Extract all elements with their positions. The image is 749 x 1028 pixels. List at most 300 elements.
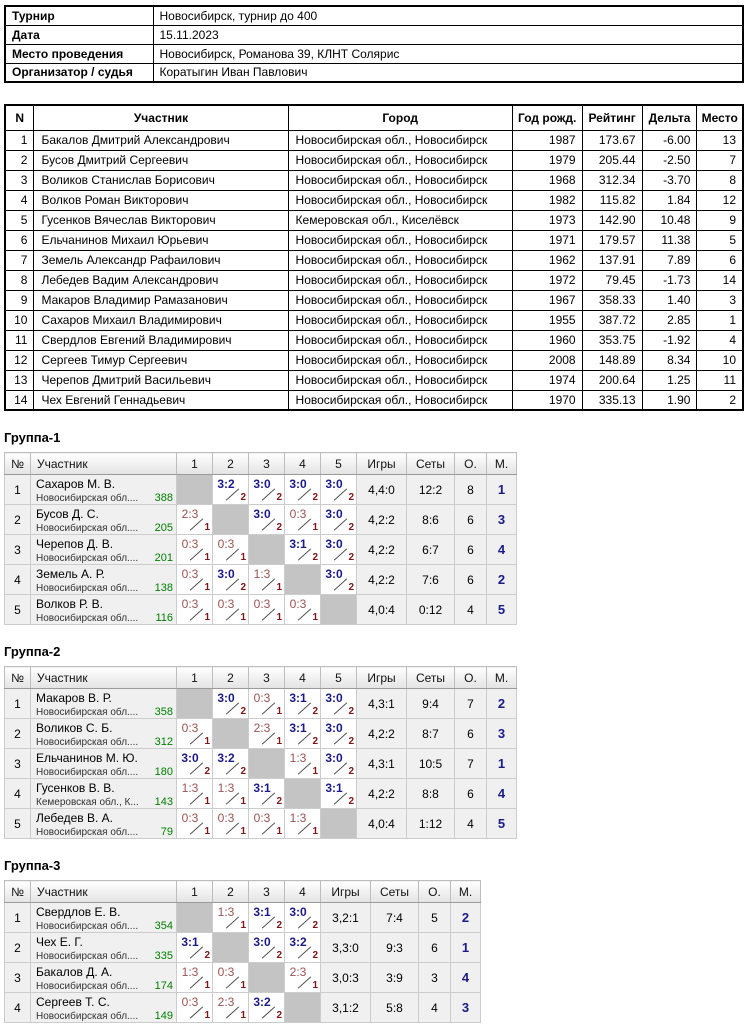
match-points: 2 <box>276 920 282 931</box>
group-header-row <box>5 453 517 475</box>
place-cell: 5 <box>487 595 517 625</box>
player-number: 2 <box>5 719 31 749</box>
player-rating: 143 <box>154 796 173 808</box>
group-row <box>5 749 517 779</box>
info-table-container <box>4 5 745 83</box>
player-name-cell <box>31 689 177 719</box>
match-score: 3:0 <box>325 751 343 765</box>
match-points: 2 <box>312 552 318 563</box>
match-score: 3:0 <box>325 537 343 551</box>
match-score: 3:2 <box>289 935 307 949</box>
participant-birth-year: 1970 <box>512 390 582 410</box>
player-subline <box>36 736 173 748</box>
participant-rating: 205.44 <box>582 150 642 170</box>
match-points: 2 <box>276 1010 282 1021</box>
participant-number: 1 <box>5 130 34 150</box>
player-rating: 149 <box>154 1010 173 1022</box>
player-rating: 205 <box>154 522 173 534</box>
player-number: 5 <box>5 595 31 625</box>
match-score: 3:0 <box>289 905 307 919</box>
participant-row <box>5 190 743 210</box>
group-row <box>5 993 481 1023</box>
info-row <box>5 63 743 82</box>
player-rating: 358 <box>154 706 173 718</box>
match-score: 3:1 <box>289 537 307 551</box>
match-score: 0:3 <box>289 597 307 611</box>
participant-birth-year: 1979 <box>512 150 582 170</box>
match-points: 2 <box>240 766 246 777</box>
match-points: 2 <box>312 736 318 747</box>
participant-name: Ельчанинов Михаил Юрьевич <box>34 230 288 250</box>
participant-row <box>5 390 743 410</box>
group-header-opponent: 4 <box>285 453 321 475</box>
match-score: 3:2 <box>253 995 271 1009</box>
self-cell <box>213 933 249 963</box>
player-region: Новосибирская обл.... <box>36 951 139 962</box>
group-header-opponent: 3 <box>249 453 285 475</box>
match-cell <box>321 505 357 535</box>
player-name-cell <box>31 475 177 505</box>
group-header-summary: О. <box>455 453 487 475</box>
group-row <box>5 963 481 993</box>
match-cell <box>321 565 357 595</box>
participant-place: 7 <box>697 150 743 170</box>
participants-table-container <box>4 104 745 411</box>
match-cell <box>249 505 285 535</box>
player-number: 3 <box>5 749 31 779</box>
match-points: 1 <box>240 920 246 931</box>
match-points: 2 <box>204 766 210 777</box>
games-cell: 4,2:2 <box>357 719 407 749</box>
match-score: 3:2 <box>217 751 235 765</box>
player-rating: 174 <box>154 980 173 992</box>
sets-cell: 12:2 <box>407 475 455 505</box>
player-region: Новосибирская обл.... <box>36 1011 139 1022</box>
match-points: 1 <box>204 796 210 807</box>
player-number: 2 <box>5 933 31 963</box>
self-cell <box>321 809 357 839</box>
points-cell: 4 <box>455 809 487 839</box>
participant-place: 4 <box>697 330 743 350</box>
player-region: Новосибирская обл.... <box>36 767 139 778</box>
match-cell <box>249 475 285 505</box>
match-points: 1 <box>312 980 318 991</box>
place-cell: 3 <box>487 505 517 535</box>
match-score: 3:0 <box>181 751 199 765</box>
group-header-summary: Игры <box>357 667 407 689</box>
self-cell <box>177 689 213 719</box>
group-header-opponent: 1 <box>177 881 213 903</box>
match-score: 0:3 <box>289 507 307 521</box>
participant-city: Кемеровская обл., Киселёвск <box>288 210 512 230</box>
group-header-name: Участник <box>31 453 177 475</box>
player-name-cell <box>31 749 177 779</box>
participant-name: Сахаров Михаил Владимирович <box>34 310 288 330</box>
participant-number: 14 <box>5 390 34 410</box>
participant-place: 9 <box>697 210 743 230</box>
match-cell <box>177 963 213 993</box>
match-points: 1 <box>240 980 246 991</box>
sets-cell: 0:12 <box>407 595 455 625</box>
player-subline <box>36 920 173 932</box>
participant-name: Свердлов Евгений Владимирович <box>34 330 288 350</box>
match-score: 2:3 <box>181 507 199 521</box>
sets-cell: 9:4 <box>407 689 455 719</box>
participant-name: Сергеев Тимур Сергеевич <box>34 350 288 370</box>
group-table <box>4 666 517 839</box>
player-name-cell <box>31 505 177 535</box>
match-points: 2 <box>312 950 318 961</box>
points-cell: 6 <box>455 719 487 749</box>
player-subline <box>36 766 173 778</box>
player-name: Бакалов Д. А. <box>36 965 113 979</box>
participant-number: 6 <box>5 230 34 250</box>
match-points: 1 <box>312 766 318 777</box>
match-cell <box>177 993 213 1023</box>
place-cell: 2 <box>487 565 517 595</box>
participant-birth-year: 1972 <box>512 270 582 290</box>
info-row <box>5 25 743 44</box>
participant-birth-year: 1987 <box>512 130 582 150</box>
match-points: 1 <box>204 612 210 623</box>
player-region: Новосибирская обл.... <box>36 583 139 594</box>
participant-delta: 7.89 <box>642 250 697 270</box>
participant-row <box>5 210 743 230</box>
match-cell <box>177 779 213 809</box>
games-cell: 4,3:1 <box>357 689 407 719</box>
match-cell <box>249 689 285 719</box>
match-cell <box>285 963 321 993</box>
games-cell: 4,2:2 <box>357 505 407 535</box>
player-region: Новосибирская обл.... <box>36 737 139 748</box>
match-score: 0:3 <box>217 811 235 825</box>
player-name: Лебедев В. А. <box>36 811 113 825</box>
group-header-summary: Сеты <box>407 667 455 689</box>
player-subline <box>36 1010 173 1022</box>
group-header-opponent: 1 <box>177 667 213 689</box>
player-subline <box>36 582 173 594</box>
group-header-opponent: 3 <box>249 881 285 903</box>
participant-place: 11 <box>697 370 743 390</box>
player-name-cell <box>31 779 177 809</box>
match-points: 1 <box>240 826 246 837</box>
player-region: Новосибирская обл.... <box>36 707 139 718</box>
group-header-name: Участник <box>31 881 177 903</box>
player-region: Новосибирская обл.... <box>36 493 139 504</box>
participant-delta: 8.34 <box>642 350 697 370</box>
player-name-cell <box>31 809 177 839</box>
match-points: 1 <box>204 522 210 533</box>
player-subline <box>36 826 173 838</box>
match-score: 0:3 <box>253 811 271 825</box>
match-cell <box>213 809 249 839</box>
participant-number: 4 <box>5 190 34 210</box>
participant-rating: 142.90 <box>582 210 642 230</box>
match-points: 2 <box>276 796 282 807</box>
match-points: 2 <box>312 706 318 717</box>
player-name-cell <box>31 719 177 749</box>
group-header-opponent: 2 <box>213 453 249 475</box>
player-name: Ельчанинов М. Ю. <box>36 751 138 765</box>
match-cell <box>213 689 249 719</box>
participant-birth-year: 1955 <box>512 310 582 330</box>
points-cell: 5 <box>419 903 451 933</box>
match-cell <box>213 749 249 779</box>
participant-number: 9 <box>5 290 34 310</box>
points-cell: 4 <box>455 595 487 625</box>
group-title: Группа-3 <box>4 858 61 873</box>
participant-birth-year: 1967 <box>512 290 582 310</box>
games-cell: 4,4:0 <box>357 475 407 505</box>
match-points: 1 <box>204 582 210 593</box>
player-region: Новосибирская обл.... <box>36 553 139 564</box>
participant-city: Новосибирская обл., Новосибирск <box>288 370 512 390</box>
participant-place: 5 <box>697 230 743 250</box>
points-cell: 6 <box>455 565 487 595</box>
player-name: Волков Р. В. <box>36 597 103 611</box>
player-number: 4 <box>5 779 31 809</box>
participant-rating: 387.72 <box>582 310 642 330</box>
match-score: 3:0 <box>325 567 343 581</box>
participant-number: 12 <box>5 350 34 370</box>
group-row <box>5 565 517 595</box>
player-name: Сергеев Т. С. <box>36 995 110 1009</box>
participant-rating: 200.64 <box>582 370 642 390</box>
points-cell: 3 <box>419 963 451 993</box>
participants-header-cell: Город <box>288 105 512 130</box>
participant-row <box>5 330 743 350</box>
place-cell: 2 <box>451 903 481 933</box>
participant-name: Лебедев Вадим Александрович <box>34 270 288 290</box>
participant-name: Бакалов Дмитрий Александрович <box>34 130 288 150</box>
points-cell: 6 <box>455 505 487 535</box>
group-header-opponent: 5 <box>321 453 357 475</box>
match-score: 2:3 <box>289 965 307 979</box>
sets-cell: 7:6 <box>407 565 455 595</box>
match-cell <box>213 535 249 565</box>
participants-table <box>4 104 744 411</box>
participant-city: Новосибирская обл., Новосибирск <box>288 130 512 150</box>
participant-delta: 2.85 <box>642 310 697 330</box>
match-points: 2 <box>348 552 354 563</box>
info-value: 15.11.2023 <box>153 25 743 44</box>
participant-name: Макаров Владимир Рамазанович <box>34 290 288 310</box>
match-cell <box>177 933 213 963</box>
info-row <box>5 6 743 25</box>
match-cell <box>285 595 321 625</box>
group-header-num: № <box>5 667 31 689</box>
match-cell <box>321 779 357 809</box>
participant-rating: 358.33 <box>582 290 642 310</box>
player-number: 2 <box>5 505 31 535</box>
participant-city: Новосибирская обл., Новосибирск <box>288 310 512 330</box>
participant-city: Новосибирская обл., Новосибирск <box>288 390 512 410</box>
match-score: 1:3 <box>181 965 199 979</box>
group-row <box>5 689 517 719</box>
place-cell: 3 <box>487 719 517 749</box>
participant-number: 2 <box>5 150 34 170</box>
group-row <box>5 719 517 749</box>
match-cell <box>285 933 321 963</box>
place-cell: 5 <box>487 809 517 839</box>
participant-place: 14 <box>697 270 743 290</box>
participant-city: Новосибирская обл., Новосибирск <box>288 190 512 210</box>
player-name-cell <box>31 993 177 1023</box>
match-points: 2 <box>348 582 354 593</box>
player-number: 4 <box>5 993 31 1023</box>
match-points: 1 <box>276 612 282 623</box>
match-score: 2:3 <box>217 995 235 1009</box>
points-cell: 7 <box>455 749 487 779</box>
participant-place: 6 <box>697 250 743 270</box>
group-header-opponent: 4 <box>285 881 321 903</box>
match-score: 3:1 <box>325 781 343 795</box>
player-name-cell <box>31 963 177 993</box>
info-label: Турнир <box>5 6 153 25</box>
match-score: 3:0 <box>325 477 343 491</box>
match-score: 1:3 <box>181 781 199 795</box>
match-points: 1 <box>240 612 246 623</box>
sets-cell: 8:6 <box>407 505 455 535</box>
player-number: 1 <box>5 903 31 933</box>
group-header-opponent: 4 <box>285 667 321 689</box>
participant-row <box>5 370 743 390</box>
place-cell: 1 <box>451 933 481 963</box>
match-points: 1 <box>276 736 282 747</box>
games-cell: 3,2:1 <box>321 903 371 933</box>
self-cell <box>285 993 321 1023</box>
self-cell <box>321 595 357 625</box>
participant-city: Новосибирская обл., Новосибирск <box>288 250 512 270</box>
match-points: 2 <box>348 736 354 747</box>
self-cell <box>285 779 321 809</box>
participant-birth-year: 1971 <box>512 230 582 250</box>
info-row <box>5 44 743 63</box>
player-rating: 116 <box>155 612 173 624</box>
match-score: 2:3 <box>253 721 271 735</box>
participant-delta: -6.00 <box>642 130 697 150</box>
participant-number: 7 <box>5 250 34 270</box>
self-cell <box>249 963 285 993</box>
place-cell: 1 <box>487 475 517 505</box>
match-points: 1 <box>204 552 210 563</box>
group-header-summary: М. <box>451 881 481 903</box>
match-score: 1:3 <box>217 781 235 795</box>
points-cell: 6 <box>455 535 487 565</box>
participant-rating: 353.75 <box>582 330 642 350</box>
match-points: 2 <box>312 492 318 503</box>
group-table <box>4 452 517 625</box>
match-cell <box>177 719 213 749</box>
self-cell <box>213 505 249 535</box>
player-name: Черепов Д. В. <box>36 537 114 551</box>
participant-city: Новосибирская обл., Новосибирск <box>288 350 512 370</box>
group-header-opponent: 3 <box>249 667 285 689</box>
games-cell: 4,2:2 <box>357 565 407 595</box>
match-score: 0:3 <box>181 567 199 581</box>
match-score: 0:3 <box>181 721 199 735</box>
participant-row <box>5 250 743 270</box>
match-score: 1:3 <box>289 751 307 765</box>
points-cell: 7 <box>455 689 487 719</box>
sets-cell: 10:5 <box>407 749 455 779</box>
match-cell <box>321 749 357 779</box>
participant-row <box>5 230 743 250</box>
participant-delta: -2.50 <box>642 150 697 170</box>
self-cell <box>249 535 285 565</box>
info-value: Коратыгин Иван Павлович <box>153 63 743 82</box>
participant-rating: 79.45 <box>582 270 642 290</box>
match-score: 0:3 <box>217 597 235 611</box>
player-name-cell <box>31 903 177 933</box>
match-score: 0:3 <box>181 811 199 825</box>
participant-city: Новосибирская обл., Новосибирск <box>288 150 512 170</box>
participant-delta: -3.70 <box>642 170 697 190</box>
participant-rating: 115.82 <box>582 190 642 210</box>
participant-name: Земель Александр Рафаилович <box>34 250 288 270</box>
participants-header-cell: Дельта <box>642 105 697 130</box>
match-score: 0:3 <box>217 965 235 979</box>
tournament-info-table <box>4 5 744 83</box>
participant-row <box>5 150 743 170</box>
match-cell <box>285 475 321 505</box>
match-cell <box>213 993 249 1023</box>
match-score: 3:0 <box>253 935 271 949</box>
match-cell <box>249 779 285 809</box>
games-cell: 4,3:1 <box>357 749 407 779</box>
games-cell: 3,0:3 <box>321 963 371 993</box>
player-name: Земель А. Р. <box>36 567 105 581</box>
group-row <box>5 779 517 809</box>
participant-birth-year: 2008 <box>512 350 582 370</box>
player-name: Макаров В. Р. <box>36 691 112 705</box>
match-points: 1 <box>204 980 210 991</box>
participant-rating: 335.13 <box>582 390 642 410</box>
group-header-summary: Игры <box>357 453 407 475</box>
group-header-summary: О. <box>455 667 487 689</box>
player-name: Гусенков В. В. <box>36 781 115 795</box>
match-points: 2 <box>240 582 246 593</box>
player-region: Кемеровская обл., К... <box>36 797 139 808</box>
player-number: 5 <box>5 809 31 839</box>
participant-place: 3 <box>697 290 743 310</box>
match-points: 2 <box>240 492 246 503</box>
match-points: 1 <box>240 552 246 563</box>
player-region: Новосибирская обл.... <box>36 613 139 624</box>
sets-cell: 8:7 <box>407 719 455 749</box>
match-points: 1 <box>204 826 210 837</box>
group-header-summary: Сеты <box>407 453 455 475</box>
match-cell <box>177 595 213 625</box>
match-cell <box>321 719 357 749</box>
games-cell: 4,0:4 <box>357 595 407 625</box>
sets-cell: 6:7 <box>407 535 455 565</box>
participant-delta: 10.48 <box>642 210 697 230</box>
group-header-summary: О. <box>419 881 451 903</box>
games-cell: 4,2:2 <box>357 779 407 809</box>
group-header-num: № <box>5 453 31 475</box>
match-cell <box>285 535 321 565</box>
player-subline <box>36 612 173 624</box>
player-number: 3 <box>5 535 31 565</box>
match-points: 2 <box>276 950 282 961</box>
match-cell <box>249 993 285 1023</box>
participant-city: Новосибирская обл., Новосибирск <box>288 330 512 350</box>
match-score: 3:0 <box>217 691 235 705</box>
games-cell: 4,0:4 <box>357 809 407 839</box>
player-number: 3 <box>5 963 31 993</box>
participant-city: Новосибирская обл., Новосибирск <box>288 270 512 290</box>
